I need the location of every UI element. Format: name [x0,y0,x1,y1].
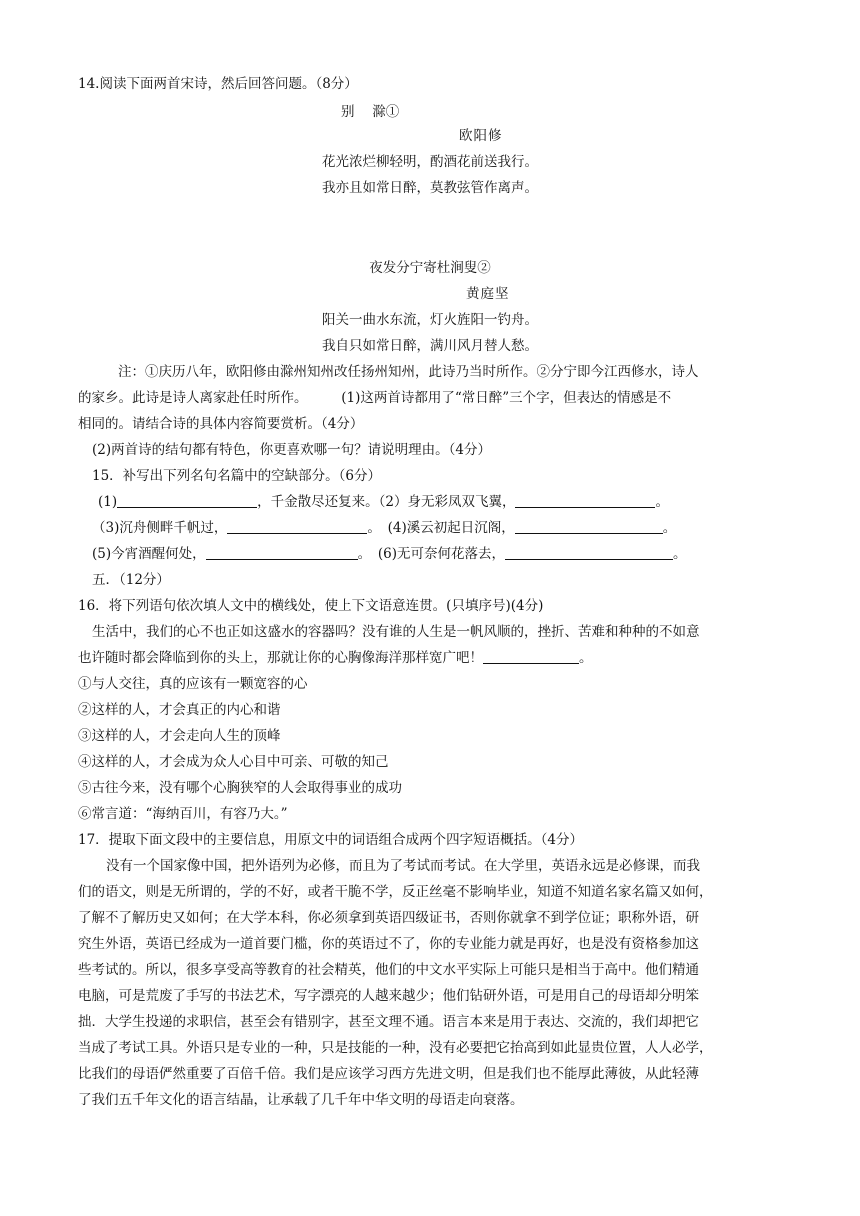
q16-option: ②这样的人，才会真正的内心和谐 [78,702,281,718]
answer-blank[interactable] [227,519,367,534]
q17-passage-line: 们的语文，则是无所谓的，学的不好，或者干脆不学，反正丝毫不影响毕业，知道不知道名家名篇又如何， [78,884,713,900]
q17-passage-line: 比我们的母语俨然重要了百倍千倍。我们是应该学习西方先进文明，但是我们也不能厚此薄彼，从此轻薄 [78,1066,699,1082]
q16-heading: 16．将下列语句依次填人文中的横线处，使上下文语意连贯。(只填序号)(4分) [78,598,544,614]
answer-blank[interactable] [515,519,663,534]
answer-blank[interactable] [505,545,673,560]
note-line: 的家乡。此诗是诗人离家赴任时所作。 (1)这两首诗都用了“常日醉”三个字，但表达的情感是不 [78,390,672,406]
q17-passage-line: 究生外语，英语已经成为一道首要门槛，你的英语过不了，你的专业能力就是再好，也是没有资格参加这 [78,936,699,952]
q14-sub2: (2)两首诗的结句都有特色，你更喜欢哪一句？请说明理由。（4分） [92,442,491,458]
poem2-line: 我自只如常日醉，满川风月替人愁。 [322,338,538,354]
q16-option: ①与人交往，真的应该有一颗宽容的心 [78,676,308,692]
q14-heading: 14.阅读下面两首宋诗，然后回答问题。（8分） [78,76,358,92]
q17-passage-line: 了我们五千年文化的语言结晶，让承载了几千年中华文明的母语走向衰落。 [78,1092,524,1108]
section-five-heading: 五．（12分） [92,572,170,588]
q17-passage-line: 了解不了解历史又如何；在大学本科，你必须拿到英语四级证书，否则你就拿不到学位证；职称外语，研 [78,910,699,926]
q15-row-3: (5)今宵酒醒何处， 。 (6)无可奈何花落去， 。 [92,546,687,562]
q17-heading: 17．提取下面文段中的主要信息，用原文中的词语组合成两个四字短语概括。（4分） [78,832,584,848]
answer-blank[interactable] [515,493,655,508]
q17-passage-line: 当成了考试工具。外语只是专业的一种，只是技能的一种，没有必要把它抬高到如此显贵位置，人人必学， [78,1040,713,1056]
q16-option: ⑤古往今来，没有哪个心胸狭窄的人会取得事业的成功 [78,780,402,796]
answer-blank[interactable] [117,493,257,508]
poem1-author: 欧阳修 [459,128,503,144]
q17-passage-line: 电脑，可是荒废了手写的书法艺术，写字漂亮的人越来越少；他们钻研外语，可是用自己的母语却分明笨 [78,988,699,1004]
poem1-line: 花光浓烂柳轻明，酌酒花前送我行。 [322,154,538,170]
q15-heading: 15．补写出下列名句名篇中的空缺部分。（6分） [92,468,382,484]
poem2-author: 黄庭坚 [466,286,510,302]
q17-passage-line: 拙．大学生投递的求职信，甚至会有错别字，甚至文理不通。语言本来是用于表达、交流的，我们却把它 [78,1014,699,1030]
poem2-line: 阳关一曲水东流，灯火旌阳一钓舟。 [322,312,538,328]
q16-passage-line: 也许随时都会降临到你的头上，那就让你的心胸像海洋那样宽广吧！ 。 [78,650,593,666]
q17-passage-line: 没有一个国家像中国，把外语列为必修，而且为了考试而考试。在大学里，英语永远是必修课，而我 [106,858,700,874]
answer-blank[interactable] [206,545,358,560]
poem1-line: 我亦且如常日醉，莫教弦管作离声。 [322,180,538,196]
q16-passage-line: 生活中，我们的心不也正如这盛水的容器吗？没有谁的人生是一帆风顺的，挫折、苦难和种种的不如意 [92,624,700,640]
poem1-title: 别 滁① [341,104,400,120]
q15-row-1: (1) ，千金散尽还复来。（2）身无彩凤双飞翼， 。 [98,494,669,510]
q15-row-2: （3)沉舟侧畔千帆过， 。 (4)溪云初起日沉阁， 。 [92,520,677,536]
q16-option: ③这样的人，才会走向人生的顶峰 [78,728,281,744]
answer-blank[interactable] [483,649,579,664]
note-line: 相同的。请结合诗的具体内容简要赏析。（4分） [78,416,364,432]
q17-passage-line: 些考试的。所以，很多享受高等教育的社会精英，他们的中文水平实际上可能只是相当于高中。他们精通 [78,962,699,978]
q16-option: ④这样的人，才会成为众人心目中可亲、可敬的知己 [78,754,389,770]
note-line: 注：①庆历八年，欧阳修由滁州知州改任扬州知州，此诗乃当时所作。②分宁即今江西修水，诗人 [118,364,699,380]
poem2-title: 夜发分宁寄杜涧叟② [369,260,491,276]
q16-option: ⑥常言道：“海纳百川，有容乃大。” [78,806,288,822]
